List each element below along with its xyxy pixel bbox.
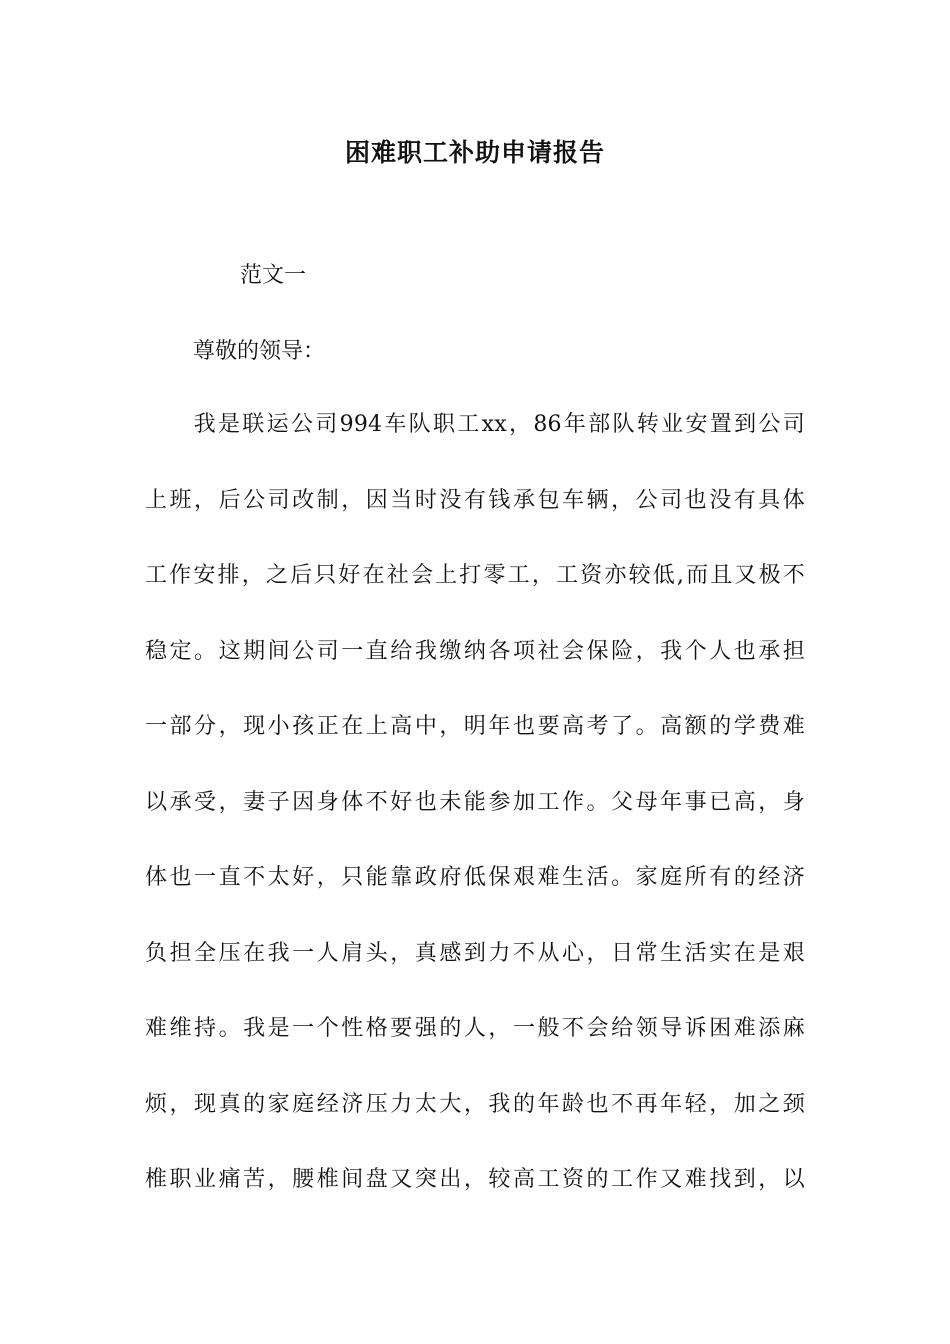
body-line: 体也一直不太好，只能靠政府低保艰难生活。家庭所有的经济	[145, 865, 805, 890]
body-line: 稳定。这期间公司一直给我缴纳各项社会保险，我个人也承担	[145, 639, 805, 664]
salutation: 尊敬的领导：	[193, 339, 326, 364]
body-line: 一部分，现小孩正在上高中，明年也要高考了。高额的学费难	[145, 714, 805, 739]
body-line: 负担全压在我一人肩头，真感到力不从心，日常生活实在是艰	[145, 941, 805, 966]
document-title: 困难职工补助申请报告	[344, 138, 605, 167]
body-line: 烦，现真的家庭经济压力太大，我的年龄也不再年轻，加之颈	[145, 1092, 805, 1117]
body-line: 我是联运公司994车队职工xx，86年部队转业安置到公司	[145, 412, 805, 437]
body-line: 椎职业痛苦，腰椎间盘又突出，较高工资的工作又难找到，以	[145, 1167, 805, 1192]
body-line: 上班，后公司改制，因当时没有钱承包车辆，公司也没有具体	[145, 488, 805, 513]
body-line: 工作安排，之后只好在社会上打零工，工资亦较低,而且又极不	[145, 563, 805, 588]
body-line: 以承受，妻子因身体不好也未能参加工作。父母年事已高，身	[145, 790, 805, 815]
section-heading: 范文一	[240, 263, 307, 288]
body-line: 难维持。我是一个性格要强的人，一般不会给领导诉困难添麻	[145, 1016, 805, 1041]
